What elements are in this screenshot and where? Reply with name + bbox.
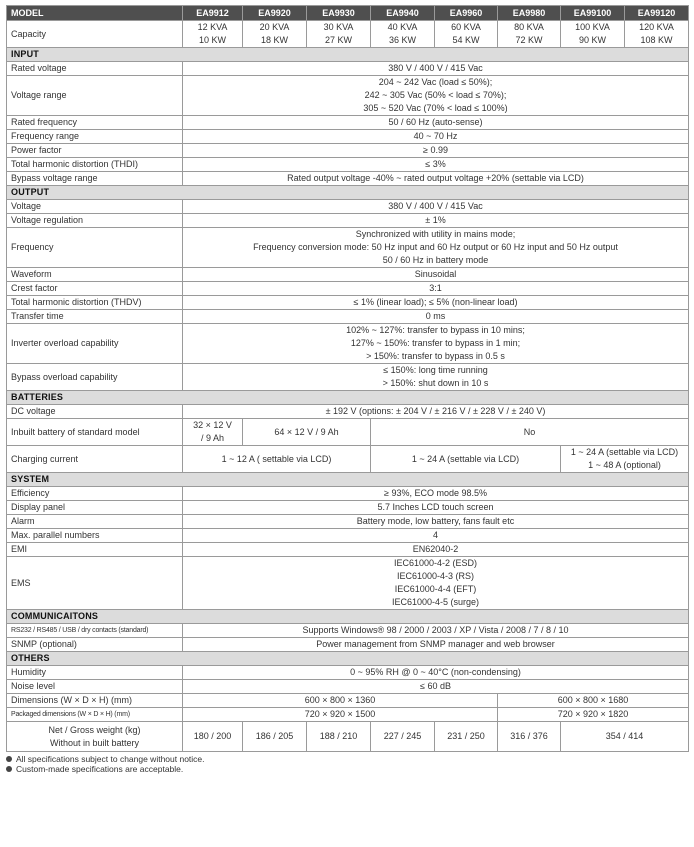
- row-value: 380 V / 400 V / 415 Vac: [183, 200, 689, 214]
- charging-large: 1 ~ 24 A (settable via LCD) 1 ~ 48 A (optional): [561, 446, 689, 473]
- charging-medium: 1 ~ 24 A (settable via LCD): [371, 446, 561, 473]
- row-value: ≤ 3%: [183, 158, 689, 172]
- row-label: Bypass voltage range: [7, 172, 183, 186]
- weight-cell: 316 / 376: [498, 722, 561, 752]
- row-value: Battery mode, low battery, fans fault etc: [183, 515, 689, 529]
- capacity-cell: 120 KVA 108 KW: [625, 21, 689, 48]
- row-value: 0 ~ 95% RH @ 0 ~ 40°C (non-condensing): [183, 666, 689, 680]
- row-label: Alarm: [7, 515, 183, 529]
- row-label: Packaged dimensions (W × D × H) (mm): [7, 708, 183, 722]
- row-value: ≤ 60 dB: [183, 680, 689, 694]
- row-label: EMS: [7, 557, 183, 610]
- row-value: EN62040-2: [183, 543, 689, 557]
- section-output: [7, 186, 689, 200]
- section-title: OTHERS: [7, 652, 689, 666]
- row-value: 3:1: [183, 282, 689, 296]
- weight-cell: 354 / 414: [561, 722, 689, 752]
- row-label: Charging current: [7, 446, 183, 473]
- row-label: SNMP (optional): [7, 638, 183, 652]
- model-header: EA9920: [243, 6, 307, 21]
- row-label: Total harmonic distortion (THDI): [7, 158, 183, 172]
- row-value: ≤ 150%: long time running > 150%: shut down in 10 s: [183, 364, 689, 391]
- weight-cell: 188 / 210: [307, 722, 371, 752]
- footnote: [6, 754, 688, 764]
- row-value: IEC61000-4-2 (ESD) IEC61000-4-3 (RS) IEC61000-4-4 (EFT) IEC61000-4-5 (surge): [183, 557, 689, 610]
- row-label: Net / Gross weight (kg) Without in built battery: [7, 722, 183, 752]
- row-value: 0 ms: [183, 310, 689, 324]
- spec-table: [6, 5, 689, 752]
- capacity-cell: 30 KVA 27 KW: [307, 21, 371, 48]
- bullet-icon: [6, 756, 12, 762]
- section-others: [7, 652, 689, 666]
- dimensions-small: 600 × 800 × 1360: [183, 694, 498, 708]
- weight-cell: 180 / 200: [183, 722, 243, 752]
- weight-cell: 231 / 250: [435, 722, 498, 752]
- row-value: 380 V / 400 V / 415 Vac: [183, 62, 689, 76]
- section-input: [7, 48, 689, 62]
- row-value: Power management from SNMP manager and web browser: [183, 638, 689, 652]
- row-label: Efficiency: [7, 487, 183, 501]
- row-label: Waveform: [7, 268, 183, 282]
- footnote: [6, 764, 688, 774]
- charging-small: 1 ~ 12 A ( settable via LCD): [183, 446, 371, 473]
- header-row: [7, 6, 689, 21]
- weight-cell: 186 / 205: [243, 722, 307, 752]
- row-label: Voltage: [7, 200, 183, 214]
- row-value: ≥ 0.99: [183, 144, 689, 158]
- section-batteries: [7, 391, 689, 405]
- row-value: 40 ~ 70 Hz: [183, 130, 689, 144]
- row-label: RS232 / RS485 / USB / dry contacts (standard): [7, 624, 183, 638]
- capacity-cell: 40 KVA 36 KW: [371, 21, 435, 48]
- footnote-text: All specifications subject to change without notice.: [16, 754, 205, 764]
- row-label: Transfer time: [7, 310, 183, 324]
- row-value: ≤ 1% (linear load); ≤ 5% (non-linear load): [183, 296, 689, 310]
- row-label: Humidity: [7, 666, 183, 680]
- row-value: 4: [183, 529, 689, 543]
- row-label: Bypass overload capability: [7, 364, 183, 391]
- row-label: Capacity: [7, 21, 183, 48]
- row-label: Frequency range: [7, 130, 183, 144]
- row-value: 204 ~ 242 Vac (load ≤ 50%); 242 ~ 305 Vac (50% < load ≤ 70%); 305 ~ 520 Vac (70% < load ≤ 100%): [183, 76, 689, 116]
- capacity-cell: 12 KVA 10 KW: [183, 21, 243, 48]
- spec-sheet: [6, 5, 688, 774]
- capacity-cell: 60 KVA 54 KW: [435, 21, 498, 48]
- row-label: Max. parallel numbers: [7, 529, 183, 543]
- row-label: Noise level: [7, 680, 183, 694]
- section-title: BATTERIES: [7, 391, 689, 405]
- row-label: EMI: [7, 543, 183, 557]
- footnote-text: Custom-made specifications are acceptable.: [16, 764, 184, 774]
- section-title: INPUT: [7, 48, 689, 62]
- inbuilt-battery-20-30kva: 64 × 12 V / 9 Ah: [243, 419, 371, 446]
- capacity-row: [7, 21, 689, 48]
- capacity-cell: 100 KVA 90 KW: [561, 21, 625, 48]
- row-label: Frequency: [7, 228, 183, 268]
- model-header: EA9940: [371, 6, 435, 21]
- bullet-icon: [6, 766, 12, 772]
- model-header: EA99100: [561, 6, 625, 21]
- capacity-cell: 80 KVA 72 KW: [498, 21, 561, 48]
- inbuilt-battery-12kva: 32 × 12 V / 9 Ah: [183, 419, 243, 446]
- row-value: ± 1%: [183, 214, 689, 228]
- footnotes: [6, 754, 688, 774]
- row-value: 50 / 60 Hz (auto-sense): [183, 116, 689, 130]
- row-value: Supports Windows® 98 / 2000 / 2003 / XP / Vista / 2008 / 7 / 8 / 10: [183, 624, 689, 638]
- capacity-cell: 20 KVA 18 KW: [243, 21, 307, 48]
- model-header: EA9980: [498, 6, 561, 21]
- model-header: EA9930: [307, 6, 371, 21]
- row-value: 102% ~ 127%: transfer to bypass in 10 mins; 127% ~ 150%: transfer to bypass in 1 min; > 150%: transfer to bypass in 0.5 s: [183, 324, 689, 364]
- inbuilt-battery-none: No: [371, 419, 689, 446]
- row-label: Voltage range: [7, 76, 183, 116]
- row-label: DC voltage: [7, 405, 183, 419]
- row-label: Dimensions (W × D × H) (mm): [7, 694, 183, 708]
- model-header: EA9960: [435, 6, 498, 21]
- section-communications: [7, 610, 689, 624]
- row-label: Rated frequency: [7, 116, 183, 130]
- packaged-small: 720 × 920 × 1500: [183, 708, 498, 722]
- row-value: ± 192 V (options: ± 204 V / ± 216 V / ± 228 V / ± 240 V): [183, 405, 689, 419]
- row-label: Crest factor: [7, 282, 183, 296]
- section-title: OUTPUT: [7, 186, 689, 200]
- dimensions-large: 600 × 800 × 1680: [498, 694, 689, 708]
- model-header: EA9912: [183, 6, 243, 21]
- row-label: Rated voltage: [7, 62, 183, 76]
- row-label: Display panel: [7, 501, 183, 515]
- section-title: COMMUNICAITONS: [7, 610, 689, 624]
- model-header: EA99120: [625, 6, 689, 21]
- row-label: Total harmonic distortion (THDV): [7, 296, 183, 310]
- section-title: SYSTEM: [7, 473, 689, 487]
- weight-cell: 227 / 245: [371, 722, 435, 752]
- row-value: ≥ 93%, ECO mode 98.5%: [183, 487, 689, 501]
- row-label: Inbuilt battery of standard model: [7, 419, 183, 446]
- row-value: Sinusoidal: [183, 268, 689, 282]
- row-label: Voltage regulation: [7, 214, 183, 228]
- header-label: MODEL: [7, 6, 183, 21]
- row-value: Rated output voltage -40% ~ rated output voltage +20% (settable via LCD): [183, 172, 689, 186]
- row-label: Power factor: [7, 144, 183, 158]
- section-system: [7, 473, 689, 487]
- packaged-large: 720 × 920 × 1820: [498, 708, 689, 722]
- row-label: Inverter overload capability: [7, 324, 183, 364]
- row-value: Synchronized with utility in mains mode; Frequency conversion mode: 50 Hz input and 60 Hz output or 60 Hz input and 50 Hz output 50 / 60 Hz in battery mode: [183, 228, 689, 268]
- row-value: 5.7 Inches LCD touch screen: [183, 501, 689, 515]
